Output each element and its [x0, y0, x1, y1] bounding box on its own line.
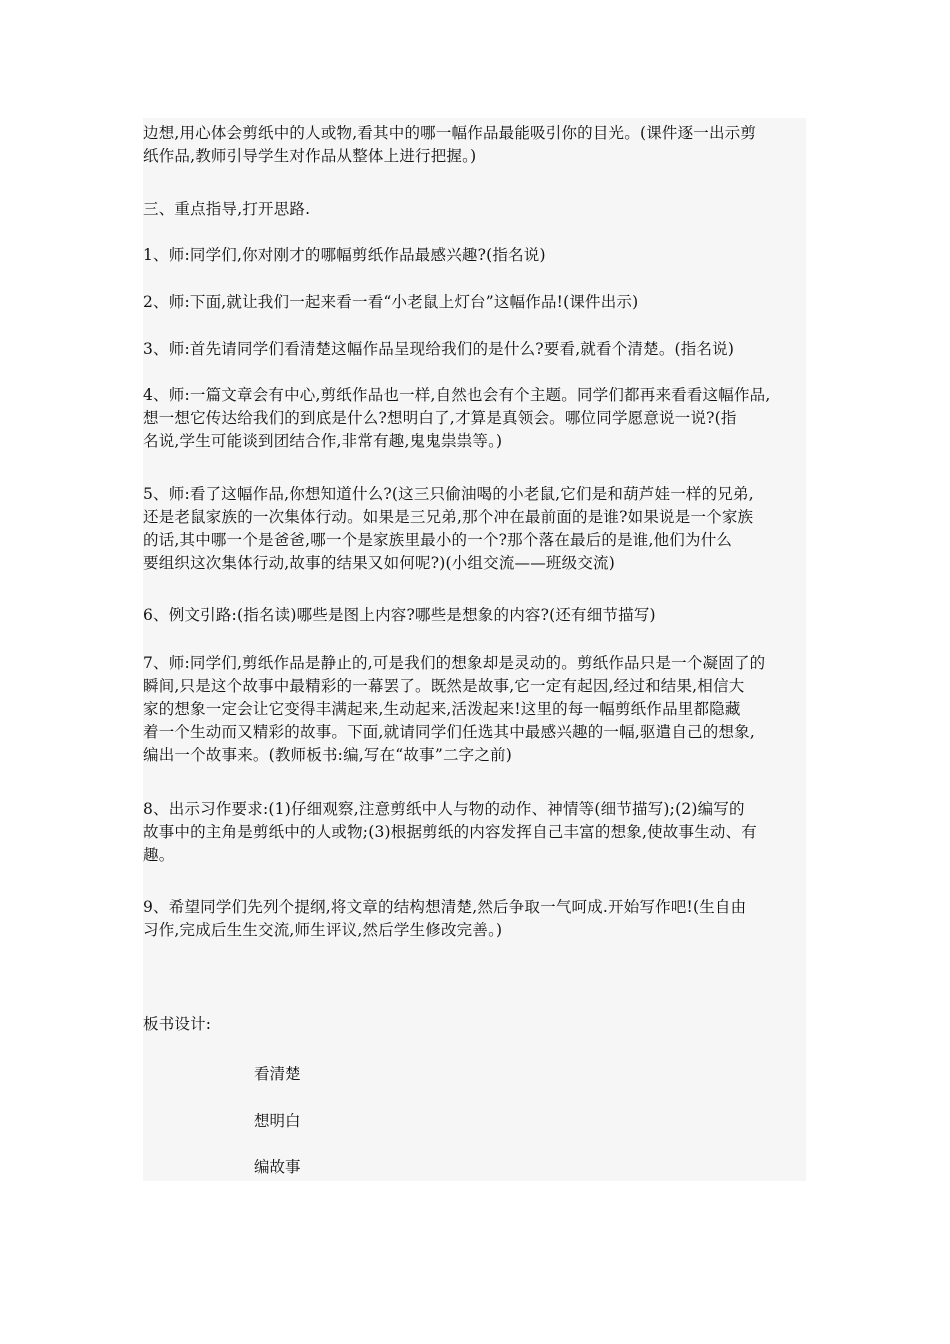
- text-line: 要组织这次集体行动,故事的结果又如何呢?)(小组交流——班级交流): [143, 554, 615, 572]
- text-line: 名说,学生可能谈到团结合作,非常有趣,鬼鬼祟祟等。): [143, 432, 503, 450]
- board-item-look-clearly: 看清楚: [254, 1065, 301, 1083]
- text-line: 4、师:一篇文章会有中心,剪纸作品也一样,自然也会有个主题。同学们都再来看看这幅作品,: [143, 386, 771, 404]
- text-line: 3、师:首先请同学们看清楚这幅作品呈现给我们的是什么?要看,就看个清楚。(指名说): [143, 340, 735, 358]
- board-design-title: 板书设计:: [143, 1015, 212, 1033]
- step-9: [143, 896, 806, 942]
- step-3: [143, 338, 806, 361]
- text-line: 瞬间,只是这个故事中最精彩的一幕罢了。既然是故事,它一定有起因,经过和结果,相信大: [143, 677, 745, 695]
- text-line: 2、师:下面,就让我们一起来看一看“小老鼠上灯台”这幅作品!(课件出示): [143, 293, 639, 311]
- text-line: 编出一个故事来。(教师板书:编,写在“故事”二字之前): [143, 746, 512, 764]
- text-line: 故事中的主角是剪纸中的人或物;(3)根据剪纸的内容发挥自己丰富的想象,使故事生动、有: [143, 823, 758, 841]
- lesson-text-block: [143, 118, 806, 1181]
- step-5: [143, 483, 806, 575]
- text-line: 1、师:同学们,你对刚才的哪幅剪纸作品最感兴趣?(指名说): [143, 246, 546, 264]
- intro-paragraph: [143, 122, 806, 168]
- text-line: 6、例文引路:(指名读)哪些是图上内容?哪些是想象的内容?(还有细节描写): [143, 606, 656, 624]
- text-line: 想一想它传达给我们的到底是什么?想明白了,才算是真领会。哪位同学愿意说一说?(指: [143, 409, 737, 427]
- text-line: 边想,用心体会剪纸中的人或物,看其中的哪一幅作品最能吸引你的目光。(课件逐一出示剪: [143, 124, 757, 142]
- step-6: [143, 604, 806, 627]
- text-line: 7、师:同学们,剪纸作品是静止的,可是我们的想象却是灵动的。剪纸作品只是一个凝固了的: [143, 654, 766, 672]
- text-line: 着一个生动而又精彩的故事。下面,就请同学们任选其中最感兴趣的一幅,驱遣自己的想象,: [143, 723, 755, 741]
- text-line: 的话,其中哪一个是爸爸,哪一个是家族里最小的一个?那个落在最后的是谁,他们为什么: [143, 531, 733, 549]
- board-item-make-story: 编故事: [254, 1158, 301, 1176]
- step-1: [143, 244, 806, 267]
- text-line: 8、出示习作要求:(1)仔细观察,注意剪纸中人与物的动作、神情等(细节描写);(2)编写的: [143, 800, 745, 818]
- text-line: 5、师:看了这幅作品,你想知道什么?(这三只偷油喝的小老鼠,它们是和葫芦娃一样的兄弟,: [143, 485, 754, 503]
- section-heading: 三、重点指导,打开思路.: [143, 200, 311, 218]
- step-2: [143, 291, 806, 314]
- step-7: [143, 652, 806, 767]
- text-line: 还是老鼠家族的一次集体行动。如果是三兄弟,那个冲在最前面的是谁?如果说是一个家族: [143, 508, 754, 526]
- step-8: [143, 798, 806, 867]
- text-line: 9、希望同学们先列个提纲,将文章的结构想清楚,然后争取一气呵成.开始写作吧!(生自由: [143, 898, 747, 916]
- text-line: 趣。: [143, 846, 175, 864]
- text-line: 家的想象一定会让它变得丰满起来,生动起来,活泼起来!这里的每一幅剪纸作品里都隐藏: [143, 700, 741, 718]
- text-line: 习作,完成后生生交流,师生评议,然后学生修改完善。): [143, 921, 503, 939]
- board-item-think-clearly: 想明白: [254, 1112, 301, 1130]
- text-line: 纸作品,教师引导学生对作品从整体上进行把握。): [143, 147, 477, 165]
- step-4: [143, 384, 806, 453]
